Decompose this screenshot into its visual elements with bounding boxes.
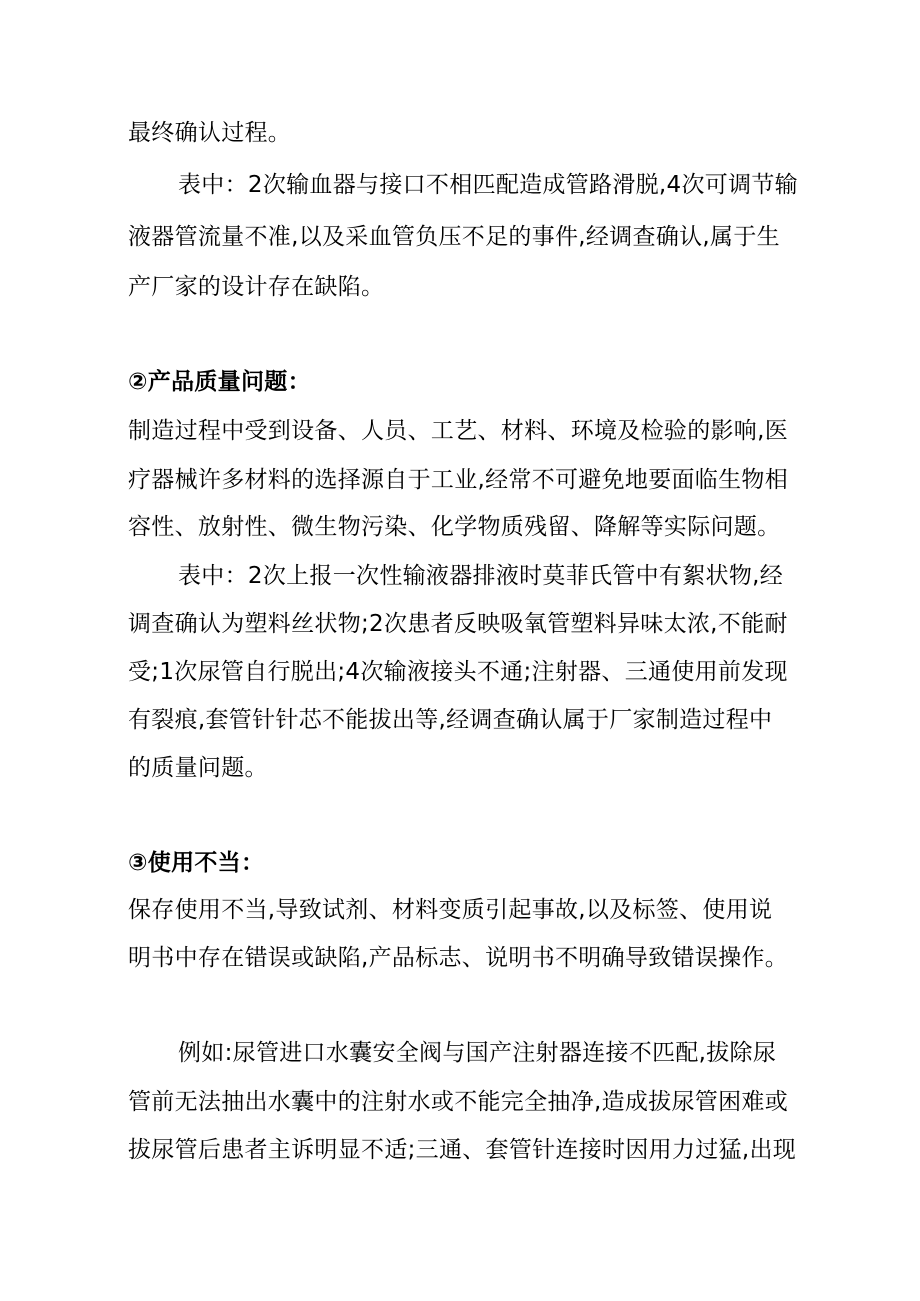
- text-line-6: 制造过程中受到设备、人员、工艺、材料、环境及检验的影响,医: [128, 418, 789, 444]
- text-line-17: 例如:尿管进口水囊安全阀与国产注射器连接不匹配,拔除尿: [178, 1040, 777, 1066]
- text-line-16: 明书中存在错误或缺陷,产品标志、说明书不明确导致错误操作。: [128, 945, 789, 971]
- text-line-18: 管前无法抽出水囊中的注射水或不能完全抽净,造成拔尿管困难或: [128, 1089, 789, 1115]
- text-line-1: 最终确认过程。: [128, 120, 292, 146]
- section-heading-product-quality: ②产品质量问题：: [128, 369, 311, 395]
- text-line-9: 表中：2次上报一次性输液器排液时莫菲氏管中有絮状物,经: [178, 563, 784, 589]
- text-line-3: 液器管流量不准,以及采血管负压不足的事件,经调查确认,属于生: [128, 224, 780, 250]
- text-line-7: 疗器械许多材料的选择源自于工业,经常不可避免地要面临生物相: [128, 467, 789, 493]
- text-line-10: 调查确认为塑料丝状物;2次患者反映吸氧管塑料异味太浓,不能耐: [128, 611, 788, 637]
- text-line-15: 保存使用不当,导致试剂、材料变质引起事故,以及标签、使用说: [128, 897, 773, 923]
- text-line-12: 有裂痕,套管针针芯不能拔出等,经调查确认属于厂家制造过程中: [128, 707, 773, 733]
- text-line-19: 拔尿管后患者主诉明显不适;三通、套管针连接时因用力过猛,出现: [128, 1137, 797, 1163]
- text-line-13: 的质量问题。: [128, 755, 268, 781]
- text-line-4: 产厂家的设计存在缺陷。: [128, 274, 385, 300]
- text-line-11: 受;1次尿管自行脱出;4次输液接头不通;注射器、三通使用前发现: [128, 659, 788, 685]
- section-heading-improper-use: ③使用不当：: [128, 850, 265, 876]
- text-line-2: 表中：2次输血器与接口不相匹配造成管路滑脱,4次可调节输: [178, 172, 798, 198]
- text-line-8: 容性、放射性、微生物污染、化学物质残留、降解等实际问题。: [128, 514, 781, 540]
